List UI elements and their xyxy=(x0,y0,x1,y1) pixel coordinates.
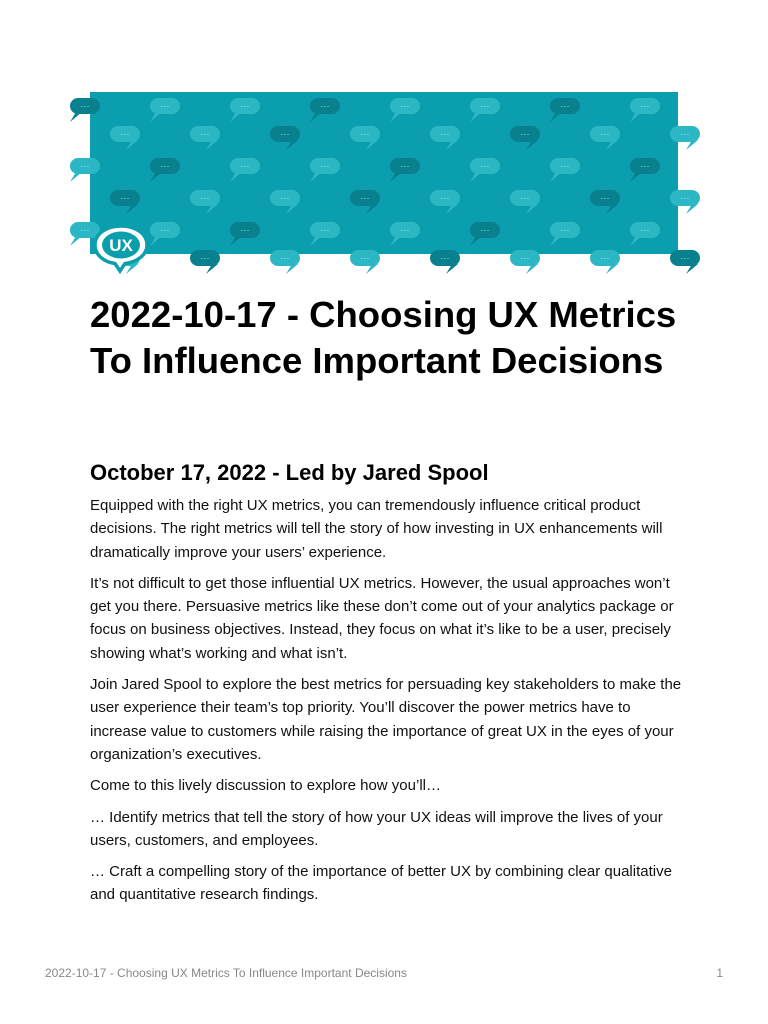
svg-text:···: ··· xyxy=(320,225,330,235)
svg-text:···: ··· xyxy=(680,129,690,139)
header-banner xyxy=(80,92,690,263)
svg-text:···: ··· xyxy=(440,193,450,203)
svg-text:···: ··· xyxy=(560,225,570,235)
svg-text:···: ··· xyxy=(280,129,290,139)
svg-text:···: ··· xyxy=(480,225,490,235)
speech-bubble-icon xyxy=(190,250,220,274)
paragraph: Join Jared Spool to explore the best metrics for persuading key stakeholders to make the user experience their team’s top priority. You’ll discover the power metrics have to increase value to customers while raising the importance of great UX in the eyes of your organization’s executives. xyxy=(90,676,682,763)
svg-text:···: ··· xyxy=(440,129,450,139)
svg-text:···: ··· xyxy=(120,129,130,139)
svg-text:···: ··· xyxy=(240,225,250,235)
svg-text:···: ··· xyxy=(560,161,570,171)
svg-text:···: ··· xyxy=(240,101,250,111)
svg-text:···: ··· xyxy=(80,225,90,235)
svg-text:···: ··· xyxy=(480,101,490,111)
svg-text:···: ··· xyxy=(280,193,290,203)
svg-text:···: ··· xyxy=(160,161,170,171)
svg-text:···: ··· xyxy=(520,253,530,263)
speech-bubble-icon xyxy=(510,250,540,274)
svg-text:···: ··· xyxy=(640,225,650,235)
svg-text:···: ··· xyxy=(80,101,90,111)
svg-text:···: ··· xyxy=(200,193,210,203)
speech-bubble-icon xyxy=(670,250,700,274)
svg-text:···: ··· xyxy=(320,161,330,171)
svg-text:···: ··· xyxy=(680,193,690,203)
svg-text:···: ··· xyxy=(600,129,610,139)
svg-text:···: ··· xyxy=(400,225,410,235)
svg-text:···: ··· xyxy=(160,225,170,235)
speech-bubble-icon xyxy=(270,250,300,274)
speech-bubble-icon xyxy=(590,250,620,274)
svg-text:···: ··· xyxy=(520,193,530,203)
svg-text:···: ··· xyxy=(240,161,250,171)
svg-text:···: ··· xyxy=(600,253,610,263)
svg-text:···: ··· xyxy=(640,161,650,171)
svg-text:···: ··· xyxy=(480,161,490,171)
page-number: 1 xyxy=(716,966,723,980)
svg-text:···: ··· xyxy=(640,101,650,111)
svg-text:···: ··· xyxy=(360,253,370,263)
logo-text: UX xyxy=(109,236,133,255)
event-subtitle: October 17, 2022 - Led by Jared Spool xyxy=(90,460,489,485)
svg-text:···: ··· xyxy=(560,101,570,111)
ux-logo xyxy=(93,224,149,274)
speech-bubble-icon xyxy=(350,250,380,274)
paragraph: … Identify metrics that tell the story of how your UX ideas will improve the lives of your users, customers, and employees. xyxy=(90,808,663,849)
page-title: 2022-10-17 - Choosing UX Metrics To Influence Important Decisions xyxy=(90,294,677,381)
svg-text:···: ··· xyxy=(80,161,90,171)
svg-text:···: ··· xyxy=(400,101,410,111)
svg-text:···: ··· xyxy=(360,193,370,203)
svg-text:···: ··· xyxy=(200,253,210,263)
svg-text:···: ··· xyxy=(120,193,130,203)
svg-text:···: ··· xyxy=(600,193,610,203)
svg-text:···: ··· xyxy=(160,101,170,111)
svg-text:···: ··· xyxy=(400,161,410,171)
svg-text:···: ··· xyxy=(360,129,370,139)
paragraph: It’s not difficult to get those influential UX metrics. However, the usual approaches won’t get you there. Persuasive metrics like these don’t come out of your analytics package or focus on business objectives. Instead, they focus on what it’s like to be a user, precisely showing what’s working and what isn’t. xyxy=(90,574,674,662)
paragraph: Come to this lively discussion to explore how you’ll… xyxy=(90,777,441,795)
paragraph: Equipped with the right UX metrics, you can tremendously influence critical product decisions. The right metrics will tell the story of how investing in UX enhancements will dramatically improve your users’ experience. xyxy=(90,497,663,561)
svg-text:···: ··· xyxy=(200,129,210,139)
speech-bubble-icon xyxy=(430,250,460,274)
svg-text:···: ··· xyxy=(320,101,330,111)
speech-bubble-pattern-icon xyxy=(80,92,690,263)
ux-speech-bubble-logo-icon xyxy=(93,224,149,274)
svg-text:···: ··· xyxy=(440,253,450,263)
svg-text:···: ··· xyxy=(520,129,530,139)
svg-text:···: ··· xyxy=(680,253,690,263)
svg-text:···: ··· xyxy=(280,253,290,263)
document-body xyxy=(90,494,682,915)
footer-title: 2022-10-17 - Choosing UX Metrics To Influence Important Decisions xyxy=(45,966,407,980)
paragraph: … Craft a compelling story of the importance of better UX by combining clear qualitative and quantitative research findings. xyxy=(90,863,672,904)
